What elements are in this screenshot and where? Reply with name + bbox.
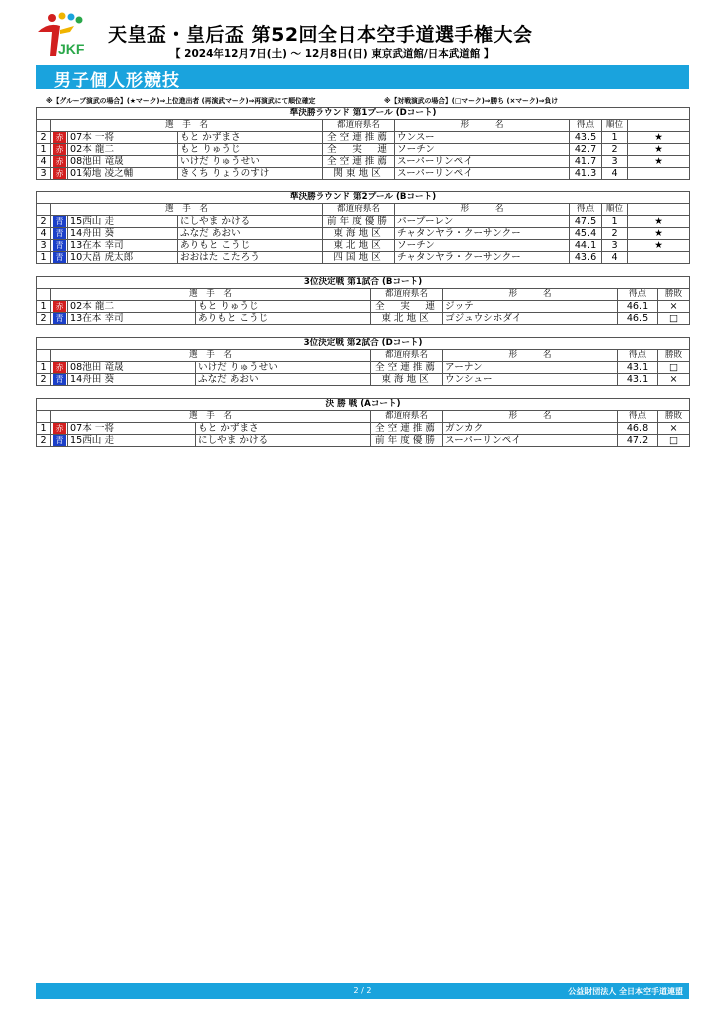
bronze2-table	[36, 337, 690, 386]
result-mark: ×	[658, 301, 690, 313]
table-cell: 2	[602, 228, 628, 240]
table-cell: 2	[37, 435, 51, 447]
result-mark: □	[658, 435, 690, 447]
table-cell: ふなだ あおい	[196, 374, 371, 386]
table-cell: スーパーリンペイ	[395, 156, 570, 168]
table-cell: 順位	[602, 204, 628, 216]
table-cell: 46.8	[618, 423, 658, 435]
table-cell: 2	[37, 374, 51, 386]
table-cell: 選 手 名	[51, 411, 371, 423]
table-cell: 3	[37, 168, 51, 180]
table-row	[37, 301, 690, 313]
table-cell: 前年度優勝	[323, 216, 395, 228]
table-cell: 07本 一将	[68, 132, 178, 144]
table-row	[37, 168, 690, 180]
table-cell: もと かずまさ	[178, 132, 323, 144]
table-row	[37, 132, 690, 144]
table-cell: 1	[602, 132, 628, 144]
table-cell: 01菊地 凌之輔	[68, 168, 178, 180]
table-cell: ソーチン	[395, 144, 570, 156]
result-mark: ×	[658, 374, 690, 386]
table-cell	[51, 132, 68, 144]
table-cell: ありもと こうじ	[178, 240, 323, 252]
ao-badge: 青	[53, 435, 66, 446]
table-cell: 東海地区	[323, 228, 395, 240]
table-cell	[51, 144, 68, 156]
table-cell: 勝敗	[658, 411, 690, 423]
table-cell: 勝敗	[658, 350, 690, 362]
table-cell: 13在本 幸司	[68, 313, 196, 325]
col-pref: 都道府県名	[323, 120, 395, 132]
event-dates: 【 2024年12月7日(土) ～ 12月8日(日) 東京武道館/日本武道館 】	[170, 48, 495, 60]
table-cell: 14舟田 葵	[68, 228, 178, 240]
table-row	[37, 252, 690, 264]
table-cell: 1	[602, 216, 628, 228]
advance-mark	[628, 168, 690, 180]
table-cell	[51, 252, 68, 264]
table-cell: 得点	[618, 411, 658, 423]
bronze1-table	[36, 276, 690, 325]
table-cell: スーパーリンペイ	[395, 168, 570, 180]
table-cell: 東海地区	[371, 374, 443, 386]
table-cell: 選 手 名	[51, 204, 323, 216]
table-cell	[51, 240, 68, 252]
table-cell: 東北地区	[371, 313, 443, 325]
advance-mark: ★	[628, 132, 690, 144]
table-cell: 全空連推薦	[371, 362, 443, 374]
table-cell: ウンスー	[395, 132, 570, 144]
table-cell: 15西山 走	[68, 435, 196, 447]
table-cell	[51, 435, 68, 447]
table-cell: 都道府県名	[371, 350, 443, 362]
table-cell: 得点	[570, 204, 602, 216]
table-cell: 全空連推薦	[323, 156, 395, 168]
table-cell: 4	[37, 228, 51, 240]
col-player: 選 手 名	[51, 120, 323, 132]
table-cell: 2	[602, 144, 628, 156]
table-cell: 42.7	[570, 144, 602, 156]
table-cell: 13在本 幸司	[68, 240, 178, 252]
table-cell: ありもと こうじ	[196, 313, 371, 325]
table-cell: ふなだ あおい	[178, 228, 323, 240]
table-row	[37, 374, 690, 386]
table-cell	[51, 301, 68, 313]
table-cell: 47.5	[570, 216, 602, 228]
ao-badge: 青	[53, 216, 66, 227]
col-rank: 順位	[602, 120, 628, 132]
table-cell: 前年度優勝	[371, 435, 443, 447]
table-cell: 1	[37, 252, 51, 264]
aka-badge: 赤	[53, 132, 66, 143]
table-cell: 1	[37, 423, 51, 435]
table-cell: 45.4	[570, 228, 602, 240]
ao-badge: 青	[53, 313, 66, 324]
pool2-table	[36, 191, 690, 264]
table-row	[37, 362, 690, 374]
table-cell: ガンカク	[443, 423, 618, 435]
table-cell: 08池田 竜晟	[68, 156, 178, 168]
pool2-title: 準決勝ラウンド 第2プール (Bコート)	[37, 192, 690, 204]
table-cell: 2	[37, 132, 51, 144]
table-row	[37, 435, 690, 447]
table-cell: スーパーリンペイ	[443, 435, 618, 447]
table-cell: チャタンヤラ・クーサンクー	[395, 228, 570, 240]
table-cell	[37, 411, 51, 423]
table-cell: 全空連推薦	[323, 132, 395, 144]
advance-mark: ★	[628, 228, 690, 240]
table-cell: 1	[37, 144, 51, 156]
ao-badge: 青	[53, 228, 66, 239]
table-cell: 形 名	[443, 350, 618, 362]
page-title: 天皇盃・皇后盃 第52回全日本空手道選手権大会	[108, 24, 533, 46]
ao-badge: 青	[53, 240, 66, 251]
table-cell	[628, 120, 690, 132]
table-row	[37, 216, 690, 228]
table-cell: 41.3	[570, 168, 602, 180]
advance-mark: ★	[628, 216, 690, 228]
aka-badge: 赤	[53, 301, 66, 312]
table-cell: 15西山 走	[68, 216, 178, 228]
table-cell: 得点	[618, 350, 658, 362]
result-mark: ×	[658, 423, 690, 435]
table-cell: 形 名	[443, 289, 618, 301]
table-cell: もと りゅうじ	[178, 144, 323, 156]
pool1-title: 準決勝ラウンド 第1プール (Dコート)	[37, 108, 690, 120]
page-number: 2 / 2	[353, 986, 372, 995]
table-cell: 07本 一将	[68, 423, 196, 435]
table-cell: パープーレン	[395, 216, 570, 228]
table-cell: 43.1	[618, 374, 658, 386]
section-banner	[36, 65, 689, 89]
ao-badge: 青	[53, 374, 66, 385]
table-cell: 全 実 連	[323, 144, 395, 156]
table-cell: 全空連推薦	[371, 423, 443, 435]
table-cell: 2	[37, 313, 51, 325]
table-cell: 都道府県名	[371, 411, 443, 423]
banner-title: 男子個人形競技	[54, 71, 180, 91]
table-cell: ソーチン	[395, 240, 570, 252]
result-mark: □	[658, 313, 690, 325]
table-row	[37, 313, 690, 325]
aka-badge: 赤	[53, 423, 66, 434]
bronze2-title: 3位決定戦 第2試合 (Dコート)	[37, 338, 690, 350]
table-cell: おおはた こたろう	[178, 252, 323, 264]
table-cell: 43.6	[570, 252, 602, 264]
table-cell	[51, 362, 68, 374]
advance-mark: ★	[628, 144, 690, 156]
ao-badge: 青	[53, 252, 66, 263]
table-cell: 関東地区	[323, 168, 395, 180]
table-row	[37, 144, 690, 156]
table-cell: 東北地区	[323, 240, 395, 252]
table-cell: 形 名	[395, 204, 570, 216]
table-cell	[37, 289, 51, 301]
table-cell: 四国地区	[323, 252, 395, 264]
table-cell: 43.1	[618, 362, 658, 374]
table-cell: 44.1	[570, 240, 602, 252]
table-cell: きくち りょうのすけ	[178, 168, 323, 180]
table-cell: アーナン	[443, 362, 618, 374]
table-cell: 形 名	[443, 411, 618, 423]
advance-mark	[628, 252, 690, 264]
note-match: ※【対戦演武の場合】(□マーク)⇒勝ち (×マーク)⇒負け	[384, 97, 559, 105]
table-cell: 47.2	[618, 435, 658, 447]
page-footer	[36, 983, 689, 999]
table-cell: 1	[37, 301, 51, 313]
table-cell: 勝敗	[658, 289, 690, 301]
table-cell: 41.7	[570, 156, 602, 168]
table-cell: 都道府県名	[323, 204, 395, 216]
jkf-logo	[34, 10, 98, 62]
table-cell: 2	[37, 216, 51, 228]
table-cell	[51, 168, 68, 180]
table-cell: ウンシュー	[443, 374, 618, 386]
table-cell: もと かずまさ	[196, 423, 371, 435]
table-cell: チャタンヤラ・クーサンクー	[395, 252, 570, 264]
table-cell: 3	[602, 240, 628, 252]
table-cell: 46.1	[618, 301, 658, 313]
final-title: 決 勝 戦 (Aコート)	[37, 399, 690, 411]
table-row	[37, 423, 690, 435]
col-kata: 形 名	[395, 120, 570, 132]
table-cell	[51, 216, 68, 228]
table-cell	[37, 350, 51, 362]
table-cell: にしやま かける	[178, 216, 323, 228]
final-table	[36, 398, 690, 447]
table-row	[37, 156, 690, 168]
table-cell: 4	[602, 252, 628, 264]
table-cell	[51, 228, 68, 240]
table-cell: 1	[37, 362, 51, 374]
table-cell: 3	[37, 240, 51, 252]
bronze1-title: 3位決定戦 第1試合 (Bコート)	[37, 277, 690, 289]
table-cell: にしやま かける	[196, 435, 371, 447]
aka-badge: 赤	[53, 168, 66, 179]
table-cell: いけだ りゅうせい	[196, 362, 371, 374]
aka-badge: 赤	[53, 362, 66, 373]
table-cell: 4	[37, 156, 51, 168]
advance-mark: ★	[628, 156, 690, 168]
note-group: ※【グループ演武の場合】(★マーク)⇒上位進出者 (再演武マーク)⇒再演武にて順位確定	[46, 97, 316, 105]
table-cell: 選 手 名	[51, 289, 371, 301]
table-cell: 02本 龍二	[68, 301, 196, 313]
table-cell: 全 実 連	[371, 301, 443, 313]
aka-badge: 赤	[53, 156, 66, 167]
table-cell	[51, 423, 68, 435]
table-cell: 4	[602, 168, 628, 180]
organization-name: 公益財団法人 全日本空手道連盟	[568, 987, 683, 996]
svg-text:JKF: JKF	[58, 41, 85, 57]
table-row	[37, 240, 690, 252]
table-cell: ゴジュウシホダイ	[443, 313, 618, 325]
table-cell: 02本 龍二	[68, 144, 178, 156]
table-cell: 選 手 名	[51, 350, 371, 362]
pool1-table	[36, 107, 690, 180]
table-cell	[628, 204, 690, 216]
table-cell	[51, 374, 68, 386]
table-cell	[37, 120, 51, 132]
table-cell: いけだ りゅうせい	[178, 156, 323, 168]
table-cell: 10大畠 虎太郎	[68, 252, 178, 264]
table-row	[37, 228, 690, 240]
table-cell	[51, 313, 68, 325]
table-cell: もと りゅうじ	[196, 301, 371, 313]
table-cell: 都道府県名	[371, 289, 443, 301]
table-cell: 得点	[618, 289, 658, 301]
col-score: 得点	[570, 120, 602, 132]
table-cell: 3	[602, 156, 628, 168]
table-cell	[51, 156, 68, 168]
table-cell	[37, 204, 51, 216]
table-cell: ジッテ	[443, 301, 618, 313]
table-cell: 14舟田 葵	[68, 374, 196, 386]
result-mark: □	[658, 362, 690, 374]
table-cell: 08池田 竜晟	[68, 362, 196, 374]
advance-mark: ★	[628, 240, 690, 252]
table-cell: 43.5	[570, 132, 602, 144]
aka-badge: 赤	[53, 144, 66, 155]
table-cell: 46.5	[618, 313, 658, 325]
